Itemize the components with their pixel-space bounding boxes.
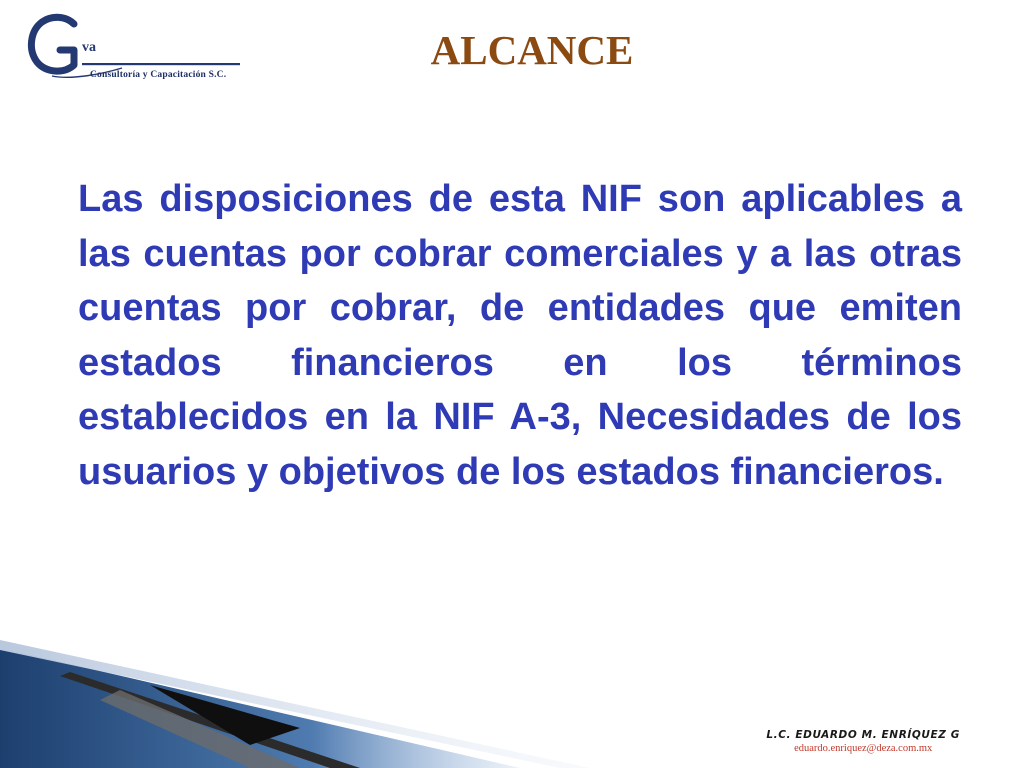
body-paragraph: Las disposiciones de esta NIF son aplicables a las cuentas por cobrar comerciales y a las otras cuentas por cobrar, de entidades que emiten estados financieros en los términos establecidos en la NIF A-3, Necesidades de los usuarios y objetivos de los estados financieros.	[78, 178, 962, 493]
footer	[766, 728, 960, 756]
logo-company-name: Consultoría y Capacitación S.C.	[90, 70, 227, 80]
footer-email: eduardo.enriquez@deza.com.mx	[794, 743, 933, 754]
footer-author-name: L.C. EDUARDO M. ENRÍQUEZ G	[766, 729, 960, 741]
logo-monogram: va	[82, 40, 96, 55]
slide-title: ALCANCE	[430, 27, 634, 73]
